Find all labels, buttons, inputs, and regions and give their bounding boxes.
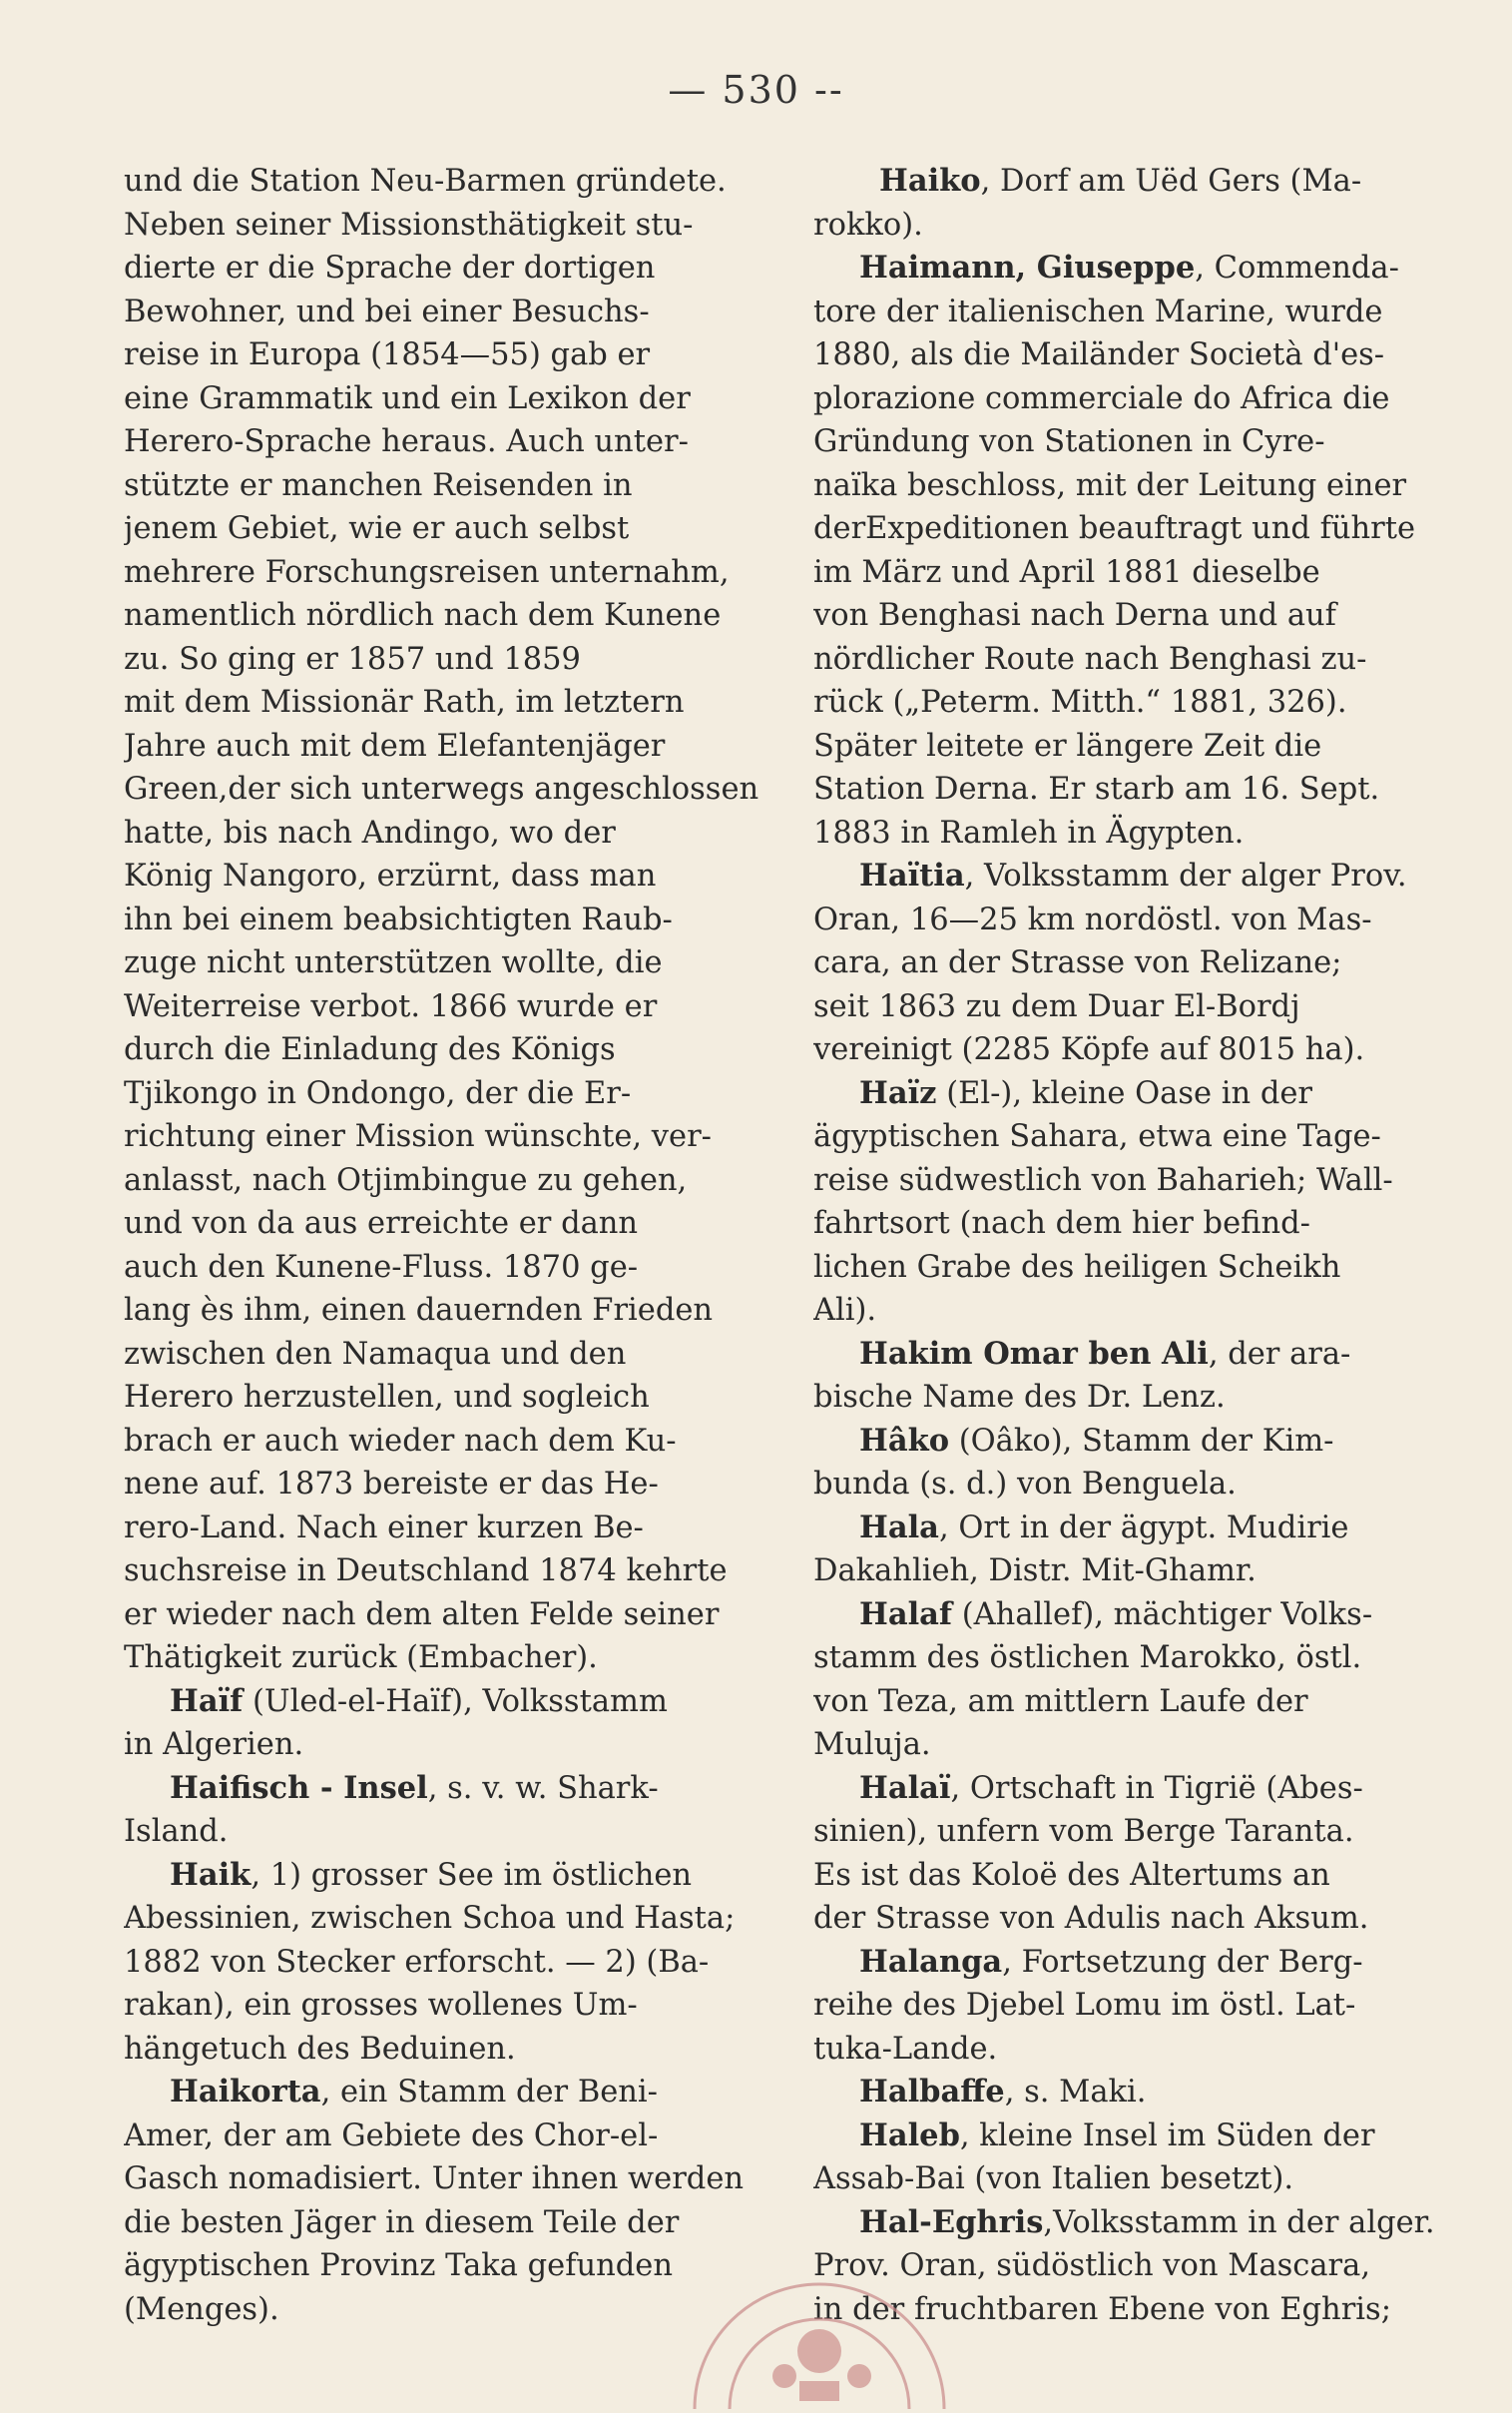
text-line <box>124 1115 762 1159</box>
stamp-graphic <box>675 2281 964 2409</box>
entry-text: in der fruchtbaren Ebene von Eghris; <box>813 2291 1391 2327</box>
text-line <box>813 1159 1457 1203</box>
text-line <box>124 160 762 204</box>
text-line <box>124 1202 762 1246</box>
text-line <box>124 638 762 682</box>
text-line <box>813 941 1457 985</box>
entry-text: stamm des östlichen Marokko, östl. <box>813 1640 1362 1675</box>
text-line <box>124 2071 762 2114</box>
text-line <box>813 2071 1457 2114</box>
text-line <box>813 1941 1457 1985</box>
text-line <box>813 1854 1457 1898</box>
text-line <box>124 985 762 1029</box>
text-line <box>813 1723 1457 1767</box>
text-line <box>124 855 762 899</box>
text-line <box>813 247 1457 291</box>
text-line <box>124 1593 762 1637</box>
entry-text: brach er auch wieder nach dem Ku- <box>124 1423 677 1459</box>
entry-text: plorazione commerciale do Africa die <box>813 380 1390 416</box>
entry-text: Oran, 16—25 km nordöstl. von Mas- <box>813 902 1372 937</box>
entry-text: Jahre auch mit dem Elefantenjäger <box>124 728 666 764</box>
text-line <box>124 1941 762 1985</box>
entry-text: Gründung von Stationen in Cyre- <box>813 424 1325 459</box>
entry-text: ,Volksstamm in der alger. <box>1043 2204 1435 2240</box>
entry-text: , Commenda- <box>1195 251 1399 286</box>
text-line <box>813 1810 1457 1854</box>
text-line <box>813 681 1457 725</box>
entry-text: 1880, als die Mailänder Società d'es- <box>813 337 1385 372</box>
text-line <box>124 899 762 942</box>
text-line <box>124 551 762 595</box>
entry-text: im März und April 1881 dieselbe <box>813 554 1320 590</box>
text-line <box>124 2114 762 2158</box>
left-column <box>124 160 762 2331</box>
entry-text: der Strasse von Adulis nach Aksum. <box>813 1901 1369 1936</box>
entry-text: , s. Maki. <box>1004 2075 1147 2110</box>
text-line <box>124 204 762 248</box>
text-line <box>813 377 1457 421</box>
text-line <box>124 291 762 334</box>
entry-text: rakan), ein grosses wollenes Um- <box>124 1988 638 2023</box>
text-line <box>124 1984 762 2028</box>
text-line <box>124 420 762 464</box>
text-line <box>124 768 762 812</box>
entry-text: Herero-Sprache heraus. Auch unter- <box>124 424 689 459</box>
entry-text: Assab-Bai (von Italien besetzt). <box>813 2161 1294 2196</box>
entry-text: Später leitete er längere Zeit die <box>813 728 1322 764</box>
entry-text: , der ara- <box>1208 1336 1351 1372</box>
entry-text: 1883 in Ramleh in Ägypten. <box>813 815 1245 851</box>
text-line <box>813 1767 1457 1811</box>
entry-text: Neben seiner Missionsthätigkeit stu- <box>124 207 694 243</box>
entry-text: anlasst, nach Otjimbingue zu gehen, <box>124 1162 688 1198</box>
entry-text: und von da aus erreichte er dann <box>124 1206 639 1241</box>
entry-headword: Haïtia <box>859 858 965 894</box>
text-line <box>813 2201 1457 2245</box>
entry-text: tuka-Lande. <box>813 2031 998 2067</box>
entry-text: reihe des Djebel Lomu im östl. Lat- <box>813 1988 1356 2023</box>
text-line <box>813 594 1457 638</box>
entry-text: jenem Gebiet, wie er auch selbst <box>124 511 630 546</box>
entry-headword: Halbaffe <box>859 2074 1005 2110</box>
text-line <box>813 1028 1457 1072</box>
entry-text: bische Name des Dr. Lenz. <box>813 1380 1226 1415</box>
entry-text: ägyptischen Provinz Taka gefunden <box>124 2248 673 2283</box>
text-line <box>813 1420 1457 1464</box>
entry-text: Es ist das Koloë des Altertums an <box>813 1857 1330 1893</box>
entry-text: , kleine Insel im Süden der <box>959 2117 1375 2153</box>
entry-text: (Oâko), Stamm der Kim- <box>949 1423 1334 1459</box>
entry-text: zuge nicht unterstützen wollte, die <box>124 945 663 980</box>
entry-text: rück („Peterm. Mitth.“ 1881, 326). <box>813 685 1347 720</box>
text-line <box>124 681 762 725</box>
entry-headword: Haleb <box>859 2116 960 2153</box>
text-line <box>124 1420 762 1464</box>
text-line <box>124 1767 762 1811</box>
entry-text: Bewohner, und bei einer Besuchs- <box>124 294 650 329</box>
text-line <box>124 1246 762 1290</box>
text-line <box>813 464 1457 508</box>
text-line <box>124 594 762 638</box>
text-line <box>124 1854 762 1898</box>
entry-text: hatte, bis nach Andingo, wo der <box>124 815 616 851</box>
entry-headword: Haiko <box>879 163 981 199</box>
text-line <box>124 1636 762 1680</box>
text-line <box>124 1507 762 1550</box>
entry-text: eine Grammatik und ein Lexikon der <box>124 380 691 416</box>
text-line <box>813 1636 1457 1680</box>
text-line <box>813 333 1457 377</box>
entry-text: von Benghasi nach Derna und auf <box>813 598 1336 633</box>
text-line <box>124 2028 762 2072</box>
entry-headword: Hâko <box>859 1422 950 1459</box>
entry-text: , Volksstamm der alger Prov. <box>964 859 1407 894</box>
text-line <box>124 2244 762 2288</box>
entry-text: Amer, der am Gebiete des Chor-el- <box>124 2117 659 2153</box>
text-line <box>124 247 762 291</box>
entry-text: von Teza, am mittlern Laufe der <box>813 1683 1308 1719</box>
entry-headword: Halaï <box>859 1769 951 1806</box>
text-line <box>124 1549 762 1593</box>
entry-text: richtung einer Mission wünschte, ver- <box>124 1119 712 1154</box>
text-line <box>813 1333 1457 1377</box>
entry-text: bunda (s. d.) von Benguela. <box>813 1467 1237 1502</box>
entry-text: sinien), unfern vom Berge Taranta. <box>813 1814 1354 1849</box>
entry-text: nene auf. 1873 bereiste er das He- <box>124 1467 659 1502</box>
text-line <box>813 1549 1457 1593</box>
entry-text: , s. v. w. Shark- <box>427 1770 659 1806</box>
text-line <box>813 1289 1457 1333</box>
text-line <box>813 1680 1457 1724</box>
text-line <box>813 985 1457 1029</box>
entry-text: Herero herzustellen, und sogleich <box>124 1380 650 1415</box>
text-line <box>124 333 762 377</box>
entry-headword: Haimann, Giuseppe <box>859 250 1196 286</box>
text-line <box>124 2157 762 2201</box>
text-line <box>813 1072 1457 1116</box>
text-line <box>813 420 1457 464</box>
entry-text: reise südwestlich von Baharieh; Wall- <box>813 1162 1393 1198</box>
entry-headword: Halaf <box>859 1595 953 1632</box>
entry-text: rokko). <box>813 207 923 243</box>
entry-text: in Algerien. <box>124 1727 304 1762</box>
entry-text: , Dorf am Uëd Gers (Ma- <box>980 164 1362 199</box>
entry-text: Island. <box>124 1814 229 1849</box>
text-line <box>124 1376 762 1420</box>
entry-text: seit 1863 zu dem Duar El-Bordj <box>813 988 1300 1024</box>
entry-text: stützte er manchen Reisenden in <box>124 467 633 503</box>
page-number: — 530 -- <box>668 68 844 112</box>
text-line <box>813 2114 1457 2158</box>
entry-text: Tjikongo in Ondongo, der die Er- <box>124 1075 632 1111</box>
text-line <box>124 725 762 769</box>
entry-text: Dakahlieh, Distr. Mit-Ghamr. <box>813 1553 1257 1588</box>
text-line <box>813 1202 1457 1246</box>
entry-text: , ein Stamm der Beni- <box>320 2075 658 2110</box>
entry-text: mit dem Missionär Rath, im letztern <box>124 685 685 720</box>
entry-text: vereinigt (2285 Köpfe auf 8015 ha). <box>813 1032 1365 1067</box>
entry-text: mehrere Forschungsreisen unternahm, <box>124 554 730 590</box>
entry-text: die besten Jäger in diesem Teile der <box>124 2204 680 2240</box>
entry-text: dierte er die Sprache der dortigen <box>124 251 656 286</box>
entry-text: rero-Land. Nach einer kurzen Be- <box>124 1509 644 1545</box>
text-line <box>813 855 1457 899</box>
text-line <box>813 638 1457 682</box>
entry-headword: Haifisch - Insel <box>170 1769 428 1806</box>
text-line <box>813 899 1457 942</box>
entry-headword: Haïz <box>859 1074 937 1111</box>
text-line <box>813 2028 1457 2072</box>
entry-text: 1882 von Stecker erforscht. — 2) (Ba- <box>124 1944 710 1980</box>
entry-text: Green,der sich unterwegs angeschlossen <box>124 772 759 807</box>
entry-text: tore der italienischen Marine, wurde <box>813 294 1383 329</box>
text-line <box>124 1028 762 1072</box>
entry-text: Prov. Oran, südöstlich von Mascara, <box>813 2248 1371 2283</box>
entry-text: lichen Grabe des heiligen Scheikh <box>813 1249 1341 1285</box>
text-line <box>124 1810 762 1854</box>
text-line <box>813 1984 1457 2028</box>
entry-text: fahrtsort (nach dem hier befind- <box>813 1206 1310 1241</box>
text-line <box>124 1289 762 1333</box>
text-line <box>813 1463 1457 1507</box>
text-line <box>124 1072 762 1116</box>
entry-text: er wieder nach dem alten Felde seiner <box>124 1596 720 1632</box>
text-line <box>813 291 1457 334</box>
entry-text: Station Derna. Er starb am 16. Sept. <box>813 772 1380 807</box>
entry-text: ihn bei einem beabsichtigten Raub- <box>124 902 673 937</box>
entry-text: Muluja. <box>813 1727 931 1762</box>
entry-text: König Nangoro, erzürnt, dass man <box>124 859 657 894</box>
text-line <box>813 812 1457 856</box>
text-line <box>813 2157 1457 2201</box>
entry-text: derExpeditionen beauftragt und führte <box>813 511 1416 546</box>
entry-headword: Haikorta <box>170 2074 321 2110</box>
entry-text: , Fortsetzung der Berg- <box>1002 1944 1363 1980</box>
text-line <box>813 1246 1457 1290</box>
entry-text: nördlicher Route nach Benghasi zu- <box>813 641 1367 677</box>
entry-text: durch die Einladung des Königs <box>124 1032 616 1067</box>
entry-text: suchsreise in Deutschland 1874 kehrte <box>124 1553 728 1588</box>
entry-text: , Ort in der ägypt. Mudirie <box>938 1509 1349 1545</box>
text-line <box>124 1680 762 1724</box>
entry-text: reise in Europa (1854—55) gab er <box>124 337 651 372</box>
text-line <box>124 1463 762 1507</box>
entry-text: , 1) grosser See im östlichen <box>251 1857 693 1893</box>
entry-text: und die Station Neu-Barmen gründete. <box>124 164 727 199</box>
text-line <box>124 377 762 421</box>
text-line <box>124 1333 762 1377</box>
entry-headword: Haik <box>170 1856 252 1893</box>
library-stamp <box>675 2281 964 2409</box>
entry-text: cara, an der Strasse von Relizane; <box>813 945 1342 980</box>
entry-text: (Ahallef), mächtiger Volks- <box>952 1596 1373 1632</box>
text-line <box>124 1723 762 1767</box>
entry-text: (El-), kleine Oase in der <box>936 1075 1312 1111</box>
text-line <box>124 464 762 508</box>
text-line <box>124 1897 762 1941</box>
entry-text: namentlich nördlich nach dem Kunene <box>124 598 722 633</box>
text-line <box>813 1376 1457 1420</box>
text-line <box>124 1159 762 1203</box>
text-line <box>813 1115 1457 1159</box>
text-line <box>813 160 1457 204</box>
entry-text: Ali). <box>813 1293 877 1328</box>
entry-text: Thätigkeit zurück (Embacher). <box>124 1640 598 1675</box>
entry-text: Gasch nomadisiert. Unter ihnen werden <box>124 2161 745 2196</box>
text-line <box>813 507 1457 551</box>
text-line <box>813 725 1457 769</box>
text-line <box>813 551 1457 595</box>
text-line <box>813 1507 1457 1550</box>
entry-text: Weiterreise verbot. 1866 wurde er <box>124 988 658 1024</box>
text-line <box>813 204 1457 248</box>
entry-text: (Menges). <box>124 2291 279 2327</box>
entry-headword: Hala <box>859 1508 939 1545</box>
entry-text: zu. So ging er 1857 und 1859 <box>124 641 581 677</box>
text-line <box>124 812 762 856</box>
right-column <box>813 160 1457 2331</box>
text-line <box>124 2201 762 2245</box>
entry-headword: Hal-Eghris <box>859 2203 1044 2240</box>
text-line <box>124 507 762 551</box>
entry-headword: Hakim Omar ben Ali <box>859 1335 1209 1372</box>
entry-headword: Haïf <box>170 1682 244 1719</box>
entry-text: naïka beschloss, mit der Leitung einer <box>813 467 1407 503</box>
entry-text: Abessinien, zwischen Schoa und Hasta; <box>124 1901 736 1936</box>
text-line <box>124 2288 762 2332</box>
entry-text: zwischen den Namaqua und den <box>124 1336 627 1372</box>
entry-text: lang ès ihm, einen dauernden Frieden <box>124 1293 714 1328</box>
entry-text: ägyptischen Sahara, etwa eine Tage- <box>813 1119 1381 1154</box>
text-line <box>124 941 762 985</box>
text-line <box>813 1897 1457 1941</box>
entry-text: (Uled-el-Haïf), Volksstamm <box>243 1683 668 1719</box>
entry-headword: Halanga <box>859 1943 1003 1980</box>
entry-text: , Ortschaft in Tigrië (Abes- <box>950 1770 1363 1806</box>
entry-text: auch den Kunene-Fluss. 1870 ge- <box>124 1249 639 1285</box>
text-line <box>813 768 1457 812</box>
entry-text: hängetuch des Beduinen. <box>124 2031 516 2067</box>
text-line <box>813 1593 1457 1637</box>
